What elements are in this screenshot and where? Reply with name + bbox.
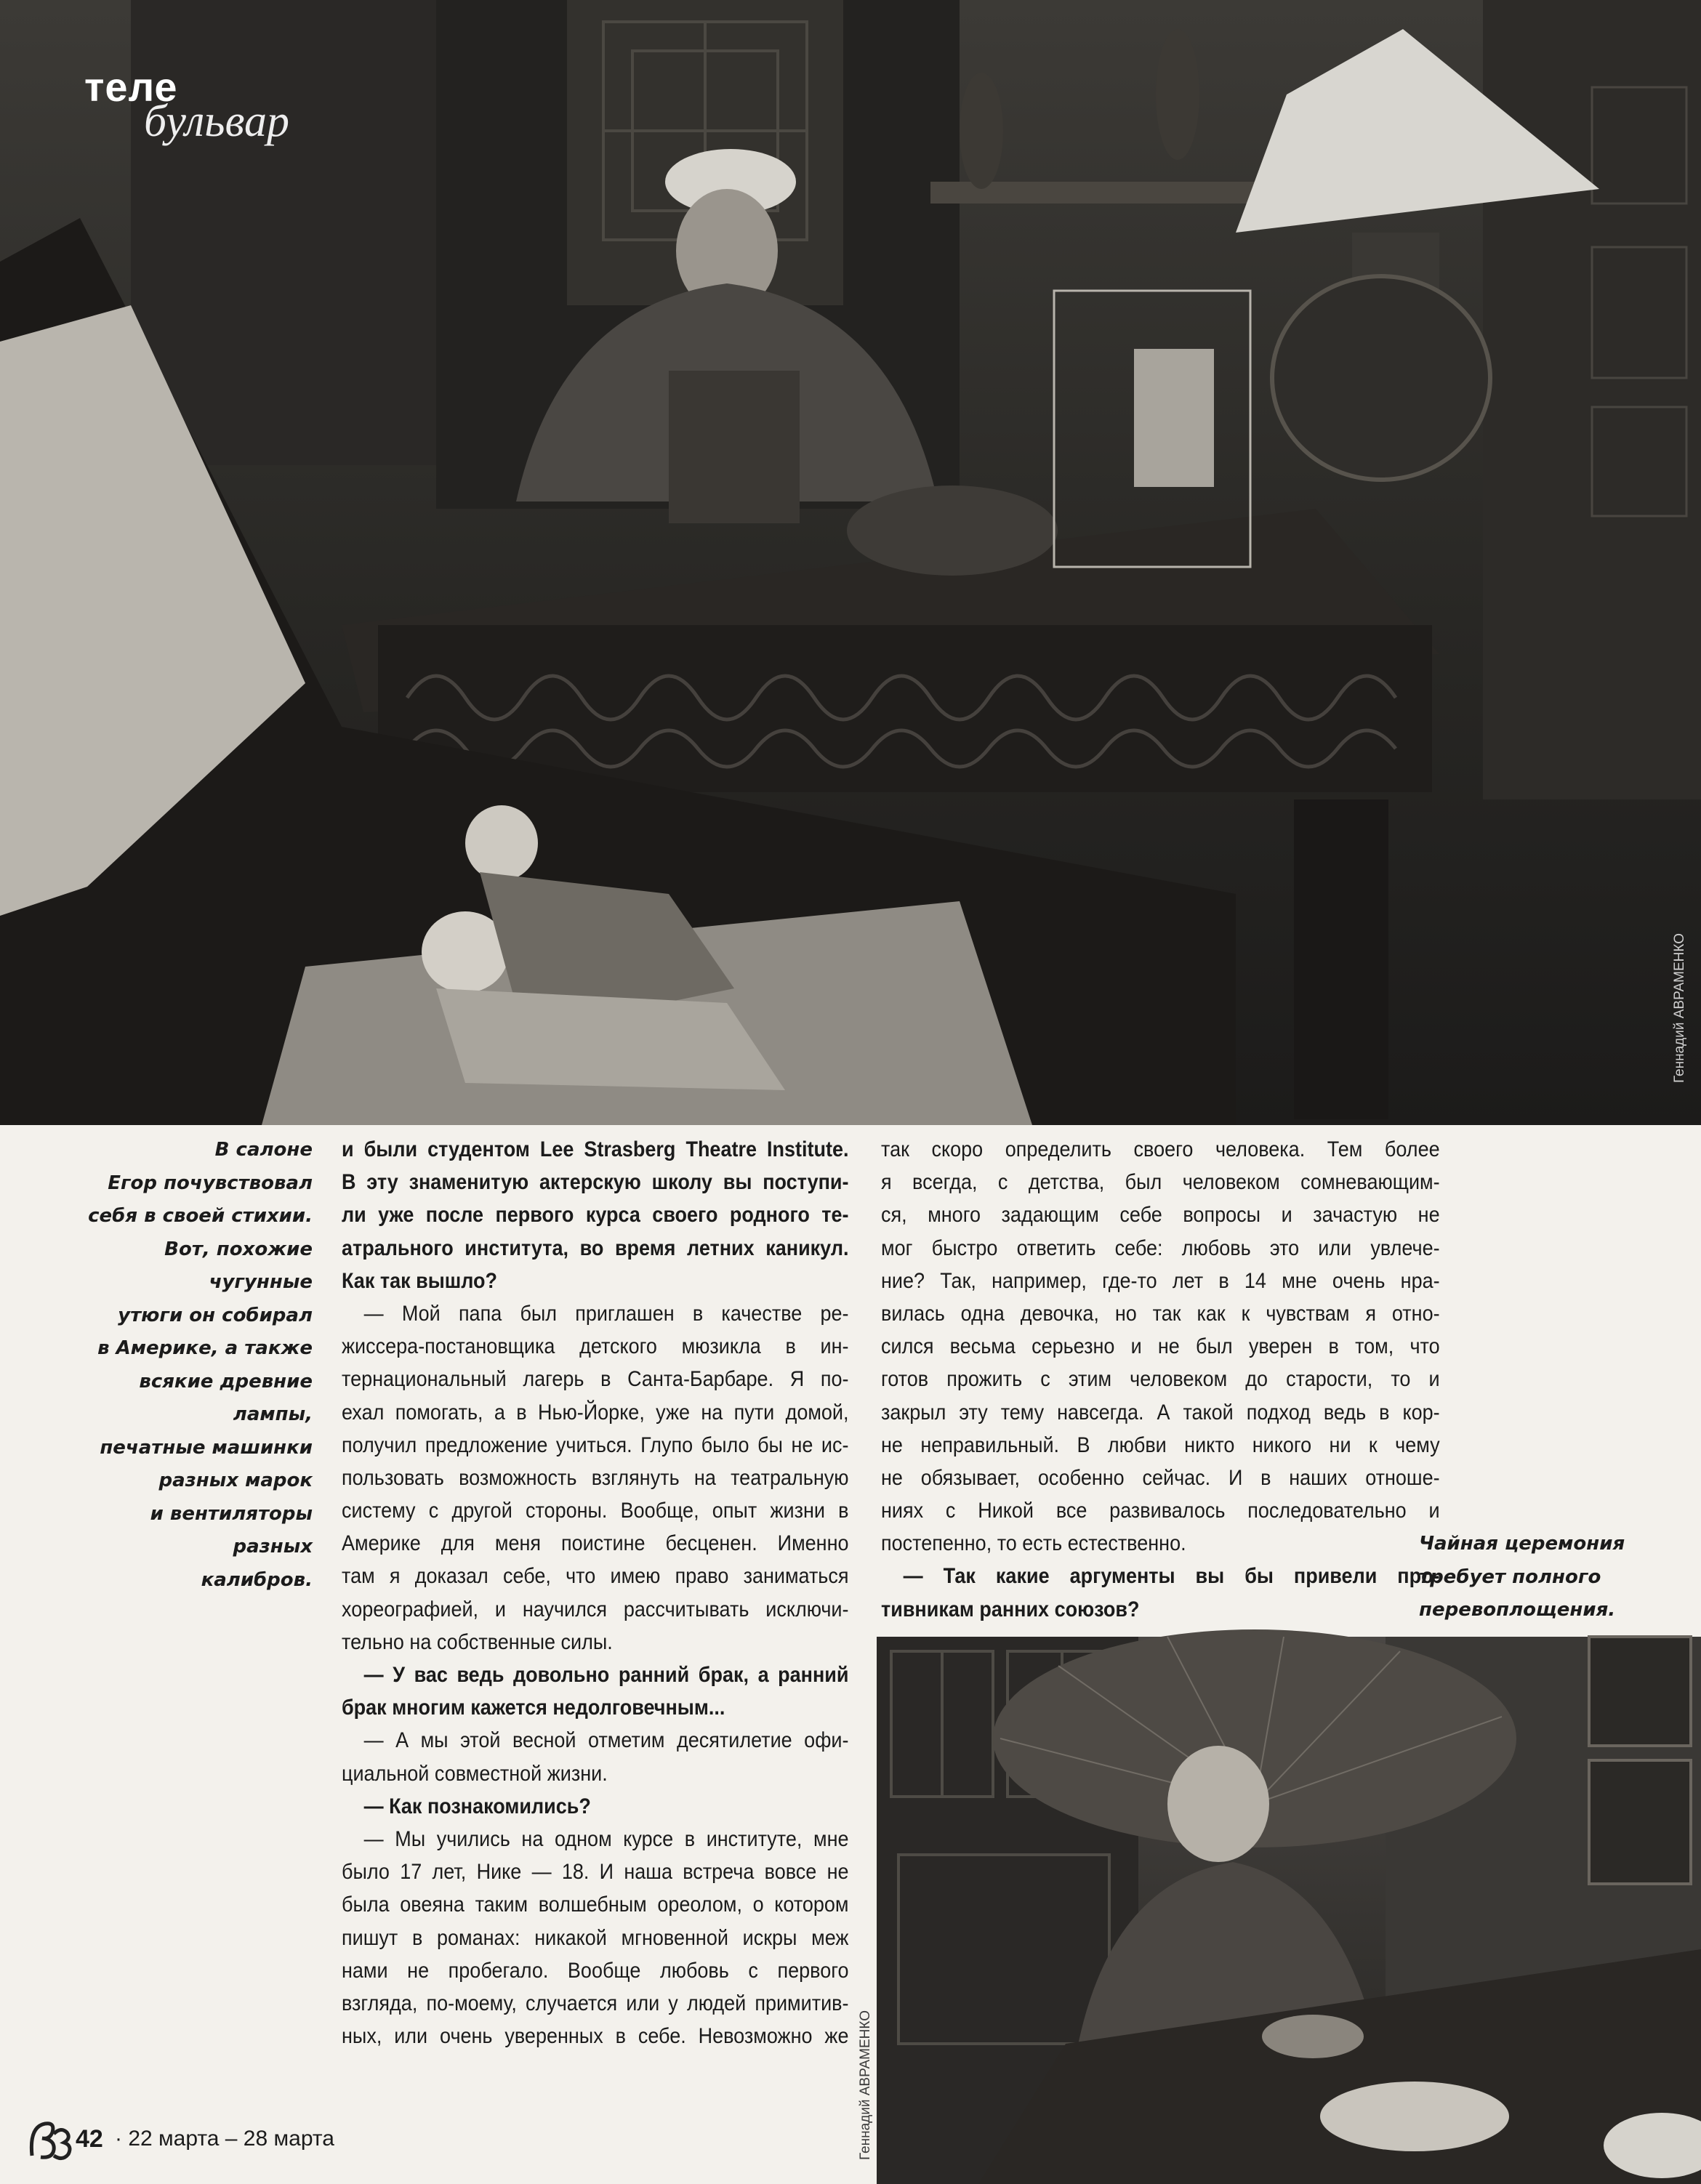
bottom-photo-scene xyxy=(877,1637,1701,2184)
article-line: хореографией, и научился рассчитывать исключи- xyxy=(342,1597,849,1621)
photo-credit-top: Геннадий АВРАМЕНКО xyxy=(1672,932,1687,1083)
article-line: Как так вышло? xyxy=(342,1268,498,1293)
page-number: 42 xyxy=(76,2125,103,2153)
article-line: получил предложение учиться. Глупо было бы не ис- xyxy=(342,1433,849,1457)
article-line: — Мой папа был приглашен в качестве ре- xyxy=(363,1301,849,1326)
article-line: — Так какие аргументы вы бы привели про- xyxy=(903,1564,1440,1589)
article-column-1 xyxy=(342,1133,849,2052)
caption-left xyxy=(65,1134,313,1597)
photo-credit-bottom: Геннадий АВРАМЕНКО xyxy=(858,2010,873,2160)
article-line: пользовать возможность взглянуть на театральную xyxy=(342,1465,849,1490)
magazine-logo-icon xyxy=(25,2116,71,2163)
caption-line: разных марок xyxy=(158,1470,313,1491)
caption-line: утюги он собирал xyxy=(118,1304,313,1326)
section-label xyxy=(84,64,289,146)
article-line: ехал помогать, а в Нью-Йорке, уже на пути домой, xyxy=(342,1400,849,1425)
caption-line: Егор почувствовал xyxy=(108,1172,313,1194)
article-line: вилась одна девочка, но так как к чувствам я отно- xyxy=(881,1301,1440,1326)
caption-line: всякие древние лампы, xyxy=(139,1370,313,1425)
caption-line: требует полного xyxy=(1419,1566,1601,1588)
article-line: — А мы этой весной отметим десятилетие офи- xyxy=(363,1728,849,1753)
article-line: ли уже после первого курса своего родного те- xyxy=(342,1203,849,1228)
caption-line: калибров. xyxy=(201,1568,313,1591)
article-line: брак многим кажется недолговечным... xyxy=(342,1696,725,1720)
article-line: атрального института, во время летних каникул. xyxy=(342,1236,849,1260)
article-line: было 17 лет, Нике — 18. И наша встреча вовсе не xyxy=(342,1860,849,1885)
article-line: пишут в романах: никакой мгновенной искры меж xyxy=(342,1925,849,1950)
article-line: закрыл эту тему навсегда. А такой подход ведь в кор- xyxy=(881,1400,1440,1425)
article-line: — Мы учились на одном курсе в институте, мне xyxy=(363,1826,849,1851)
caption-line: Вот, похожие чугунные xyxy=(164,1238,313,1293)
section-label-tele: теле xyxy=(84,64,178,110)
article-line: В эту знаменитую актерскую школу вы поступи- xyxy=(342,1170,849,1195)
article-column-2 xyxy=(881,1133,1440,1626)
article-line: ных, или очень уверенных в себе. Невозможно же xyxy=(342,2024,849,2049)
caption-line: Чайная церемония xyxy=(1419,1533,1625,1555)
article-line: не неправильный. В любви никто никого ни к чему xyxy=(881,1433,1440,1457)
article-line: циальной совместной жизни. xyxy=(342,1761,608,1786)
article-line: была овеяна таким волшебным ореолом, о котором xyxy=(342,1893,849,1917)
section-label-bulvar: бульвар xyxy=(144,97,289,146)
caption-line: в Америке, а также xyxy=(97,1337,313,1359)
article-line: я всегда, с детства, был человеком сомневающим- xyxy=(881,1170,1440,1195)
article-line: так скоро определить своего человека. Тем более xyxy=(881,1137,1440,1161)
issue-dates: · 22 марта – 28 марта xyxy=(115,2127,334,2151)
article-line: тельно на собственные силы. xyxy=(342,1629,613,1654)
caption-line: перевоплощения. xyxy=(1419,1599,1616,1621)
article-line: Америке для меня поистине бесценен. Именно xyxy=(342,1531,849,1556)
article-line: — У вас ведь довольно ранний брак, а ранний xyxy=(363,1663,849,1687)
article-line: — Как познакомились? xyxy=(363,1794,591,1818)
article-line: готов прожить с этим человеком до старости, то и xyxy=(881,1367,1440,1392)
article-line: взгляда, по-моему, случается или у людей примитив- xyxy=(342,1991,849,2015)
article-line: ние? Так, например, где-то лет в 14 мне очень нра- xyxy=(881,1268,1440,1293)
caption-line: печатные машинки xyxy=(100,1436,313,1459)
caption-line: себя в своей стихии. xyxy=(88,1205,313,1227)
article-line: систему с другой стороны. Вообще, опыт жизни в xyxy=(342,1499,849,1523)
article-line: не обязывает, особенно сейчас. И в наших отноше- xyxy=(881,1465,1440,1490)
caption-right xyxy=(1419,1528,1666,1627)
caption-line: В салоне xyxy=(214,1139,313,1161)
article-line: сился весьма серьезно и не был уверен в том, что xyxy=(881,1334,1440,1359)
article-line: нами не пробегало. Вообще любовь с первого xyxy=(342,1958,849,1983)
article-line: ся, много задающим себе вопросы и зачастую не xyxy=(881,1203,1440,1228)
article-line: жиссера-постановщика детского мюзикла в ин- xyxy=(342,1334,849,1359)
article-line: там я доказал себе, что имею право заниматься xyxy=(342,1564,849,1589)
bottom-photo xyxy=(858,1637,1701,2184)
article-line: постепенно, то есть естественно. xyxy=(881,1531,1186,1556)
article-line: мог быстро ответить себе: любовь это или увлече- xyxy=(881,1236,1440,1260)
article-line: тернациональный лагерь в Санта-Барбаре. Я по- xyxy=(342,1367,849,1392)
caption-line: и вентиляторы разных xyxy=(150,1502,313,1558)
article-line: тивникам ранних союзов? xyxy=(881,1597,1140,1621)
article-line: ниях с Никой все развивалось последовательно и xyxy=(881,1499,1440,1523)
article-line: и были студентом Lee Strasberg Theatre Institute. xyxy=(342,1137,849,1161)
